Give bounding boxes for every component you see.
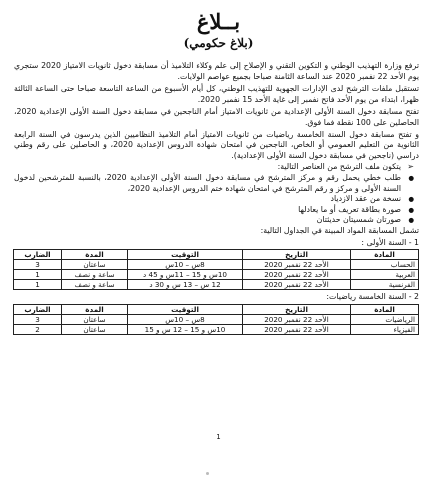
cell-date: الأحد 22 نفمبر 2020 <box>243 270 351 280</box>
cell-coefficient: 1 <box>14 280 62 290</box>
schedule-table-first-year <box>13 249 419 290</box>
header-duration: المدة <box>62 250 128 260</box>
schedule-table-fifth-year <box>13 304 419 335</box>
cell-coefficient: 3 <box>14 260 62 270</box>
table-row <box>14 280 419 290</box>
table-row <box>14 270 419 280</box>
header-date: التاريخ <box>243 304 351 314</box>
table-row <box>14 324 419 334</box>
table-header-row <box>14 304 419 314</box>
cell-time: 10س و 15 – 11س و 45 د <box>128 270 243 280</box>
table2-caption: 2 - السنة الخامسة رياضيات: <box>326 292 419 302</box>
schedule-intro: تشمل المسابقة المواد المبينة في الجداول التالية: <box>260 225 419 235</box>
document-body <box>14 61 419 337</box>
cell-subject: الحساب <box>351 260 419 270</box>
cell-date: الأحد 22 نفمبر 2020 <box>243 280 351 290</box>
cell-date: الأحد 22 نفمبر 2020 <box>243 260 351 270</box>
file-items <box>14 173 419 226</box>
page-title: بــلاغ <box>196 9 241 34</box>
paragraph-applications: تستقبل ملفات الترشح لدى الإدارات الجهوية للتهذيب الوطني، كل أيام الأسبوع من الساعة التاسعة صباحا حتى الساعة الثالثة ظهرا، ابتداء من يوم الأحد فاتح نفمبر إلى غاية الأحد 15 نفمبر 2020. <box>14 84 419 104</box>
table1-caption: 1 - السنة الأولى : <box>361 237 419 247</box>
header-subject: المادة <box>351 250 419 260</box>
page-subtitle: (بلاغ حكومي) <box>183 36 254 50</box>
header-date: التاريخ <box>243 250 351 260</box>
page-number: 1 <box>216 433 221 441</box>
cell-subject: العربية <box>351 270 419 280</box>
cell-subject: الفرنسية <box>351 280 419 290</box>
cell-coefficient: 3 <box>14 314 62 324</box>
header-time: التوقيت <box>128 250 243 260</box>
cell-duration: ساعتان <box>62 260 128 270</box>
paragraph-announcement: ترفع وزارة التهذيب الوطني و التكوين التقني و الإصلاح إلى علم وكلاء التلاميذ أن مسابقة دخول ثانويات الامتياز 2020 ستجري يوم الأحد 22 نفمبر 2020 عند الساعة الثامنة صباحا بجميع عواصم الولايات. <box>14 61 419 81</box>
header-duration: المدة <box>62 304 128 314</box>
cell-coefficient: 2 <box>14 324 62 334</box>
file-item: ● صورة بطاقة تعريف أو ما يعادلها <box>14 205 401 216</box>
scan-mark <box>206 472 209 475</box>
cell-subject: الفيزياء <box>351 324 419 334</box>
table-header-row <box>14 250 419 260</box>
paragraph-first-year: تفتح مسابقة دخول السنة الأولى الإعدادية من ثانويات الامتياز أمام الناجحين في مسابقة دخول السنة الأولى الإعدادية 2020، الحاصلين على 100 نقطة فما فوق. <box>14 107 419 127</box>
header-coefficient: الضارب <box>14 250 62 260</box>
table-row <box>14 260 419 270</box>
paragraph-fifth-year: و تفتح مسابقة دخول السنة الخامسة رياضيات من ثانويات الامتياز أمام التلاميذ النظاميين الذين يدرسون في السنة الرابعة الثانوية من التعليم العمومي أو الخاص، الناجحين في امتحان شهادة الدروس الإعدادية 2020، و الحاصلين على رقم وطني دراسي (ناجحين في مسابقة دخول السنة الأولى الإعدادية). <box>14 129 419 160</box>
file-intro: ➢ يتكون ملف الترشح من العناصر التالية: <box>14 162 401 173</box>
cell-duration: ساعة و نصف <box>62 270 128 280</box>
cell-time: 8س – 10س <box>128 260 243 270</box>
cell-coefficient: 1 <box>14 270 62 280</box>
header-coefficient: الضارب <box>14 304 62 314</box>
cell-time: 12 س – 13 س و 30 د <box>128 280 243 290</box>
header-subject: المادة <box>351 304 419 314</box>
cell-duration: ساعتان <box>62 314 128 324</box>
cell-duration: ساعة و نصف <box>62 280 128 290</box>
table-row <box>14 314 419 324</box>
cell-date: الأحد 22 نفمبر 2020 <box>243 314 351 324</box>
cell-date: الأحد 22 نفمبر 2020 <box>243 324 351 334</box>
file-item: ● صورتان شمسيتان حديثتان <box>14 215 401 226</box>
cell-duration: ساعتان <box>62 324 128 334</box>
file-item: ● طلب خطي يحمل رقم و مركز المترشح في مسابقة دخول السنة الأولى الإعدادية 2020، بالنسبة للمترشحين لدخول السنة الأولى و مركز و رقم المترشح في امتحان شهادة ختم الدروس الإعدادية 2020، <box>14 173 401 194</box>
cell-time: 8س – 10س <box>128 314 243 324</box>
cell-time: 10س و 15 – 12 س و 15 <box>128 324 243 334</box>
file-item: ● نسخة من عقد الازدياد <box>14 194 401 205</box>
file-list <box>14 162 419 173</box>
header-time: التوقيت <box>128 304 243 314</box>
cell-subject: الرياضيات <box>351 314 419 324</box>
